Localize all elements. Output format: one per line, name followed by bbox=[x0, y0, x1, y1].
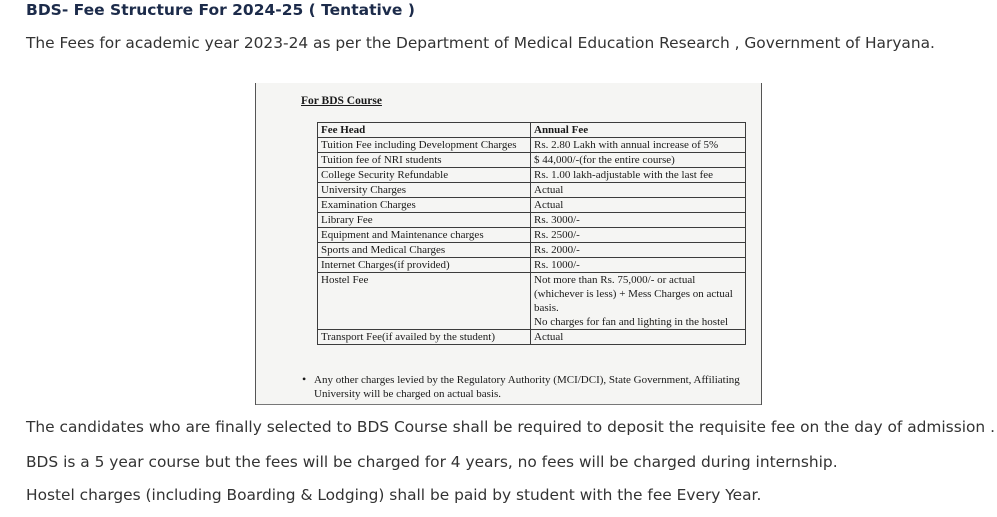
table-header-row bbox=[318, 123, 746, 138]
hostel-fee-text: Not more than Rs. 75,000/- or actual (whichever is less) + Mess Charges on actual basis. bbox=[534, 274, 733, 314]
annual-fee-cell: Actual bbox=[531, 198, 746, 213]
table-row bbox=[318, 198, 746, 213]
fee-head-cell: Sports and Medical Charges bbox=[318, 243, 531, 258]
fee-head-cell: Tuition Fee including Development Charges bbox=[318, 138, 531, 153]
column-header-fee-head: Fee Head bbox=[318, 123, 531, 138]
column-header-annual-fee: Annual Fee bbox=[531, 123, 746, 138]
fee-head-cell: Transport Fee(if availed by the student) bbox=[318, 330, 531, 345]
footnote-text: Any other charges levied by the Regulatory Authority (MCI/DCI), State Government, Affiliating University will be charged on actual basis. bbox=[314, 374, 740, 400]
course-duration-paragraph: BDS is a 5 year course but the fees will be charged for 4 years, no fees will be charged during internship. bbox=[26, 453, 838, 471]
annual-fee-cell: Rs. 2.80 Lakh with annual increase of 5% bbox=[531, 138, 746, 153]
table-row bbox=[318, 243, 746, 258]
fee-head-cell: Internet Charges(if provided) bbox=[318, 258, 531, 273]
annual-fee-cell: Actual bbox=[531, 183, 746, 198]
annual-fee-cell bbox=[531, 273, 746, 330]
bullet-icon: • bbox=[302, 372, 307, 386]
annual-fee-cell: Rs. 3000/- bbox=[531, 213, 746, 228]
scan-bottom-border bbox=[256, 404, 761, 405]
fee-head-cell: College Security Refundable bbox=[318, 168, 531, 183]
table-row bbox=[318, 138, 746, 153]
table-row bbox=[318, 153, 746, 168]
intro-text: The Fees for academic year 2023-24 as per the Department of Medical Education Research , Government of Haryana. bbox=[26, 34, 935, 52]
page-title: BDS- Fee Structure For 2024-25 ( Tentative ) bbox=[26, 1, 415, 19]
annual-fee-cell: Rs. 1.00 lakh-adjustable with the last fee bbox=[531, 168, 746, 183]
footnote bbox=[302, 374, 757, 401]
fee-head-cell: Equipment and Maintenance charges bbox=[318, 228, 531, 243]
fee-head-cell: Hostel Fee bbox=[318, 273, 531, 330]
fee-head-cell: University Charges bbox=[318, 183, 531, 198]
annual-fee-cell: Rs. 1000/- bbox=[531, 258, 746, 273]
annual-fee-cell: Rs. 2000/- bbox=[531, 243, 746, 258]
table-row bbox=[318, 273, 746, 330]
annual-fee-cell: Rs. 2500/- bbox=[531, 228, 746, 243]
course-heading: For BDS Course bbox=[301, 95, 382, 107]
table-row bbox=[318, 213, 746, 228]
table-row bbox=[318, 228, 746, 243]
fee-structure-scan-image bbox=[255, 83, 762, 405]
fee-head-cell: Tuition fee of NRI students bbox=[318, 153, 531, 168]
fee-table bbox=[317, 122, 746, 345]
table-row bbox=[318, 168, 746, 183]
annual-fee-cell: $ 44,000/-(for the entire course) bbox=[531, 153, 746, 168]
table-row bbox=[318, 330, 746, 345]
hostel-charges-paragraph: Hostel charges (including Boarding & Lodging) shall be paid by student with the fee Every Year. bbox=[26, 486, 762, 504]
fee-head-cell: Library Fee bbox=[318, 213, 531, 228]
table-row bbox=[318, 183, 746, 198]
table-row bbox=[318, 258, 746, 273]
fee-head-cell: Examination Charges bbox=[318, 198, 531, 213]
annual-fee-cell: Actual bbox=[531, 330, 746, 345]
admission-paragraph: The candidates who are finally selected to BDS Course shall be required to deposit the requisite fee on the day of admission . bbox=[26, 418, 995, 436]
hostel-fee-note: No charges for fan and lighting in the hostel bbox=[534, 316, 729, 328]
